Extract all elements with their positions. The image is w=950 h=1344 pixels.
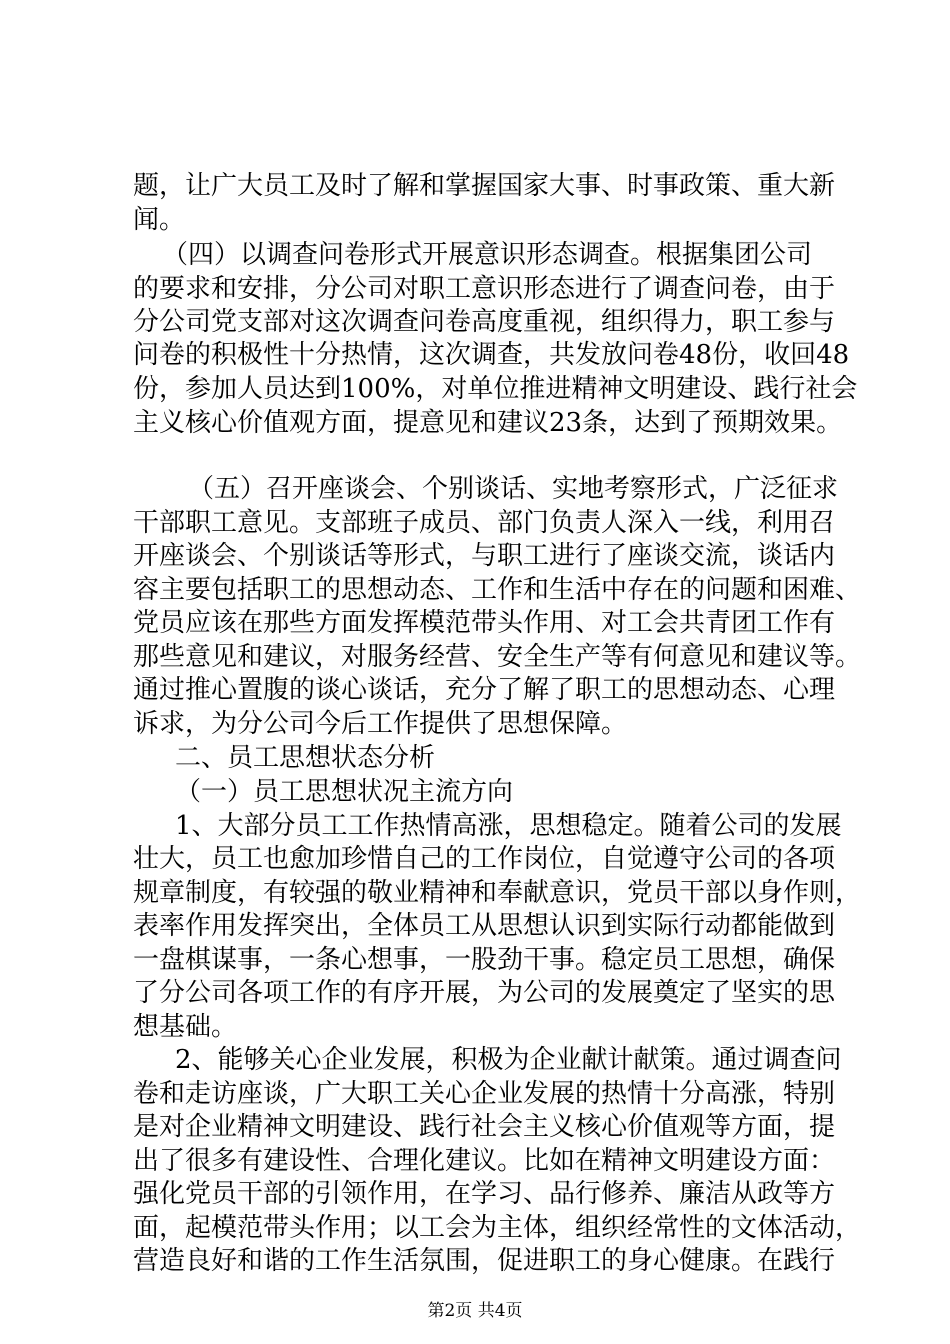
text-line: 想基础。 [133,1012,238,1042]
text-line: 问卷的积极性十分热情，这次调查，共发放问卷48份，收回48 [133,340,850,370]
text-line: 通过推心置腹的谈心谈话，充分了解了职工的思想动态、心理 [133,675,836,705]
text-line: 强化党员干部的引领作用，在学习、品行修养、廉洁从政等方 [133,1179,836,1209]
text-line: 卷和走访座谈，广大职工关心企业发展的热情十分高涨，特别 [133,1079,836,1109]
text-line: 那些意见和建议，对服务经营、安全生产等有何意见和建议等。 [133,642,862,672]
paragraph-4-first-line: （四）以调查问卷形式开展意识形态调查。根据集团公司 [162,240,813,270]
text-line: 闻。 [133,205,186,235]
page-number-footer: 第2页 共4页 [427,1301,523,1321]
section-heading: 二、员工思想状态分析 [175,743,436,773]
paragraph-item-1-first-line: 1、大部分员工工作热情高涨，思想稳定。随着公司的发展 [175,811,842,841]
subsection-heading: （一）员工思想状况主流方向 [175,777,514,807]
text-line: 分公司党支部对这次调查问卷高度重视，组织得力，职工参与 [133,307,836,337]
text-line: 主义核心价值观方面，提意见和建议23条，达到了预期效果。 [133,408,843,438]
text-line: 开座谈会、个别谈话等形式，与职工进行了座谈交流，谈话内 [133,541,836,571]
text-line: 出了很多有建设性、合理化建议。比如在精神文明建设方面： [133,1146,836,1176]
text-line: 表率作用发挥突出，全体员工从思想认识到实际行动都能做到 [133,911,836,941]
text-line: 诉求，为分公司今后工作提供了思想保障。 [133,709,628,739]
text-line: 容主要包括职工的思想动态、工作和生活中存在的问题和困难、 [133,575,862,605]
text-line: 党员应该在那些方面发挥模范带头作用、对工会共青团工作有 [133,608,836,638]
text-line: 的要求和安排，分公司对职工意识形态进行了调查问卷，由于 [133,274,836,304]
text-line: 是对企业精神文明建设、践行社会主义核心价值观等方面，提 [133,1112,836,1142]
text-line: 了分公司各项工作的有序开展，为公司的发展奠定了坚实的思 [133,978,836,1008]
text-line: 规章制度，有较强的敬业精神和奉献意识，党员干部以身作则， [133,878,862,908]
text-line: 份，参加人员达到100%，对单位推进精神文明建设、践行社会 [133,374,858,404]
text-line: 题，让广大员工及时了解和掌握国家大事、时事政策、重大新 [133,171,836,201]
paragraph-5-first-line: （五）召开座谈会、个别谈话、实地考察形式，广泛征求 [188,474,839,504]
text-line: 面，起模范带头作用；以工会为主体，组织经常性的文体活动， [133,1213,862,1243]
text-line: 干部职工意见。支部班子成员、部门负责人深入一线，利用召 [133,508,836,538]
text-line: 营造良好和谐的工作生活氛围，促进职工的身心健康。在践行 [133,1246,836,1276]
paragraph-item-2-first-line: 2、能够关心企业发展，积极为企业献计献策。通过调查问 [175,1045,842,1075]
text-line: 一盘棋谋事，一条心想事，一股劲干事。稳定员工思想，确保 [133,945,836,975]
text-line: 壮大，员工也愈加珍惜自己的工作岗位，自觉遵守公司的各项 [133,844,836,874]
